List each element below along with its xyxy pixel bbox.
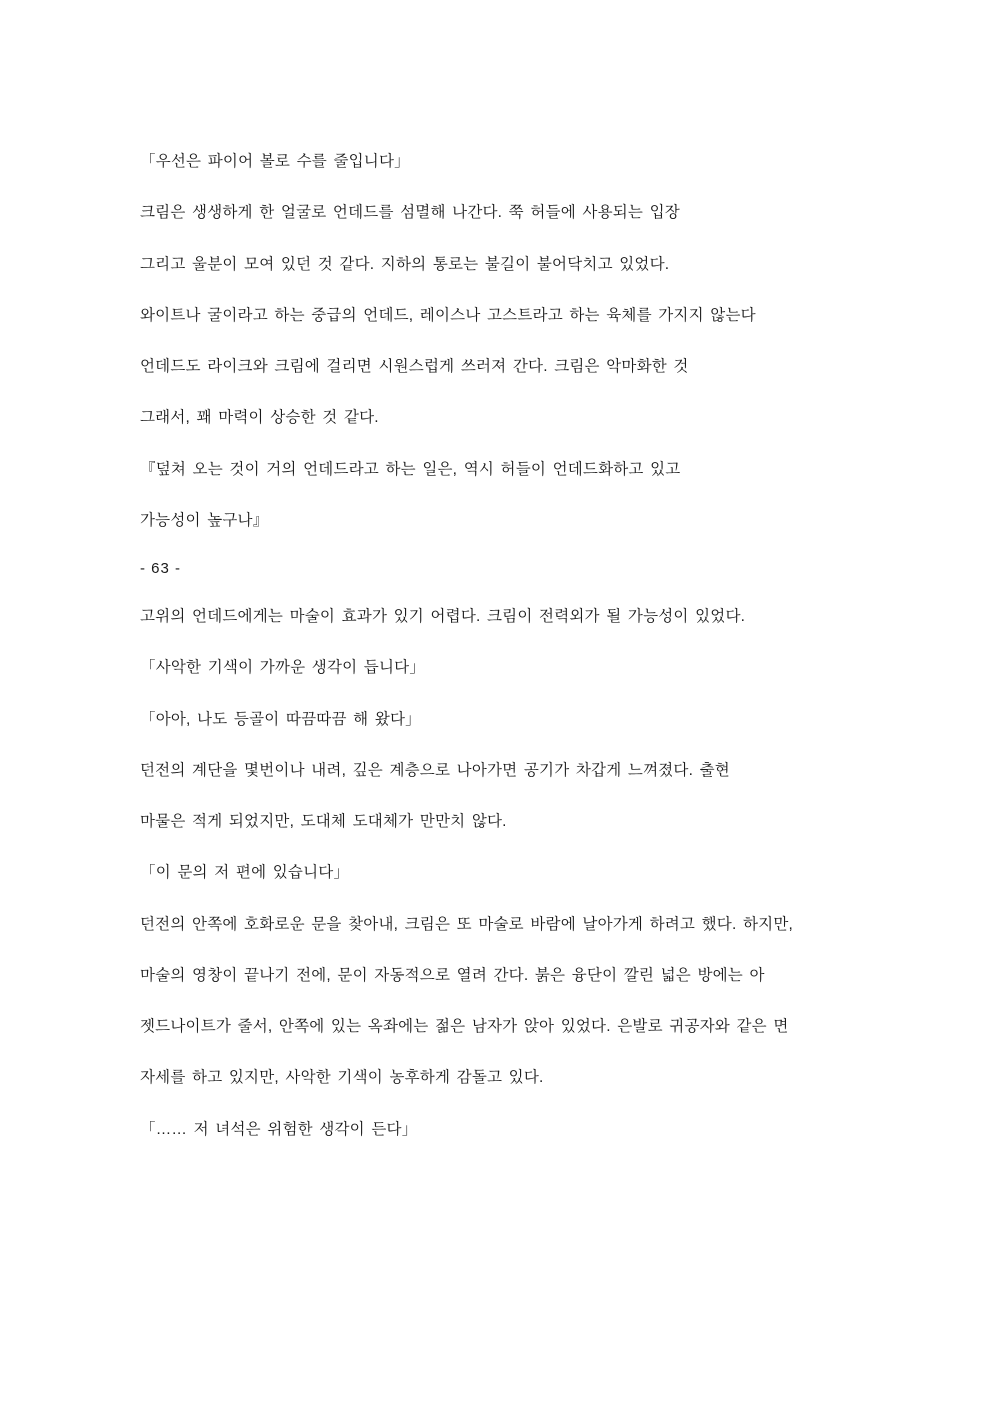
paragraph: 『덮쳐 오는 것이 거의 언데드라고 하는 일은, 역시 허들이 언데드화하고 있고: [140, 460, 681, 478]
paragraph: 가능성이 높구나』: [140, 511, 269, 529]
paragraph: 언데드도 라이크와 크림에 걸리면 시원스럽게 쓰러져 간다. 크림은 악마화한 것: [140, 358, 689, 375]
paragraph: 젯드나이트가 줄서, 안쪽에 있는 옥좌에는 젊은 남자가 앉아 있었다. 은발로 귀공자와 같은 면: [140, 1018, 789, 1035]
paragraph: 그리고 울분이 모여 있던 것 같다. 지하의 통로는 불길이 불어닥치고 있었다.: [140, 255, 670, 273]
paragraph: 「…… 저 녀석은 위험한 생각이 든다」: [140, 1120, 418, 1138]
paragraph: 고위의 언데드에게는 마술이 효과가 있기 어렵다. 크림이 전력외가 될 가능성이 있었다.: [140, 608, 746, 625]
paragraph: 와이트나 굴이라고 하는 중급의 언데드, 레이스나 고스트라고 하는 육체를 가지지 않는다: [140, 306, 756, 324]
paragraph: 그래서, 꽤 마력이 상승한 것 같다.: [140, 409, 379, 427]
paragraph: 마물은 적게 되었지만, 도대체 도대체가 만만치 않다.: [140, 813, 507, 830]
paragraph: 「사악한 기색이 가까운 생각이 듭니다」: [140, 659, 426, 677]
page-number: - 63 -: [140, 560, 182, 577]
paragraph: 마술의 영창이 끝나기 전에, 문이 자동적으로 열려 간다. 붉은 융단이 깔린 넓은 방에는 아: [140, 966, 765, 984]
paragraph: 던전의 안쪽에 호화로운 문을 찾아내, 크림은 또 마술로 바람에 날아가게 하려고 했다. 하지만,: [140, 915, 793, 933]
paragraph: 던전의 계단을 몇번이나 내려, 깊은 계층으로 나아가면 공기가 차갑게 느껴졌다. 출현: [140, 761, 730, 779]
paragraph: 「우선은 파이어 볼로 수를 줄입니다」: [140, 153, 410, 170]
paragraph: 「이 문의 저 편에 있습니다」: [140, 864, 350, 882]
paragraph: 「아아, 나도 등골이 따끔따끔 해 왔다」: [140, 710, 421, 728]
document-body: [140, 150, 862, 1141]
paragraph: 크림은 생생하게 한 얼굴로 언데드를 섬멸해 나간다. 쭉 허들에 사용되는 입장: [140, 204, 680, 222]
paragraph: 자세를 하고 있지만, 사악한 기색이 농후하게 감돌고 있다.: [140, 1069, 544, 1087]
